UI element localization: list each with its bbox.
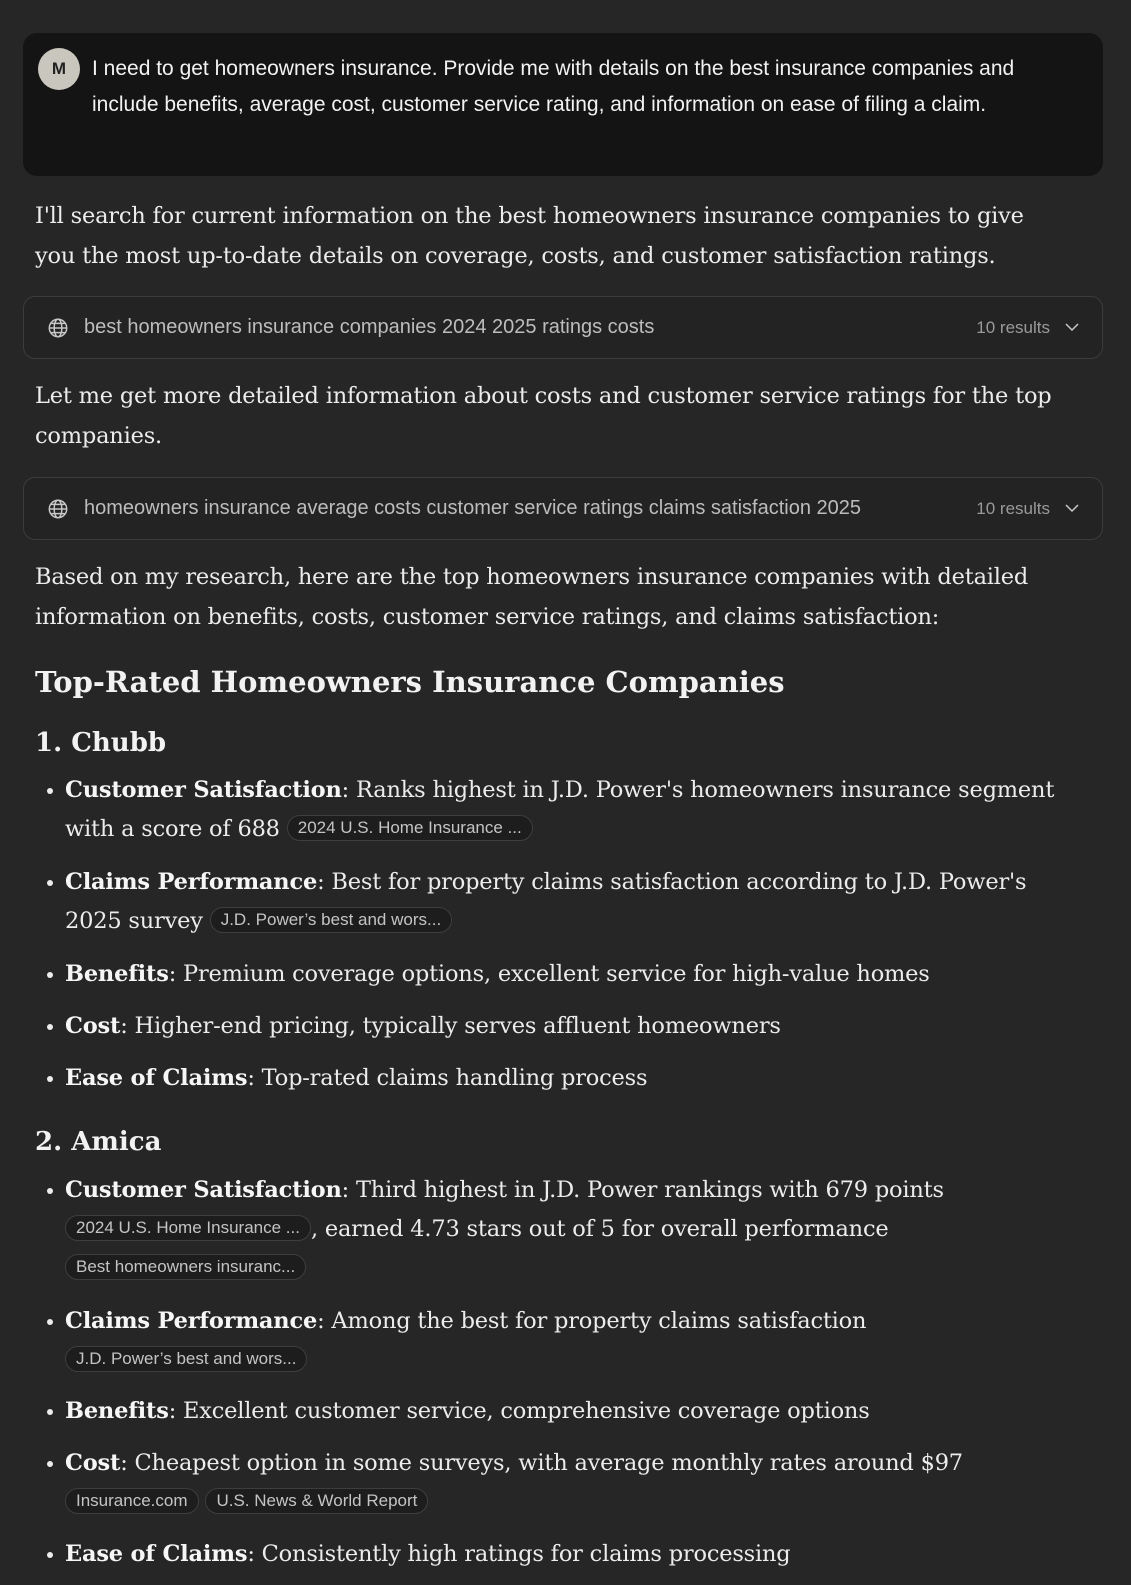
bullet-label: Cost: [65, 1450, 121, 1476]
search-results-count: 10 results: [976, 499, 1050, 518]
avatar[interactable]: M: [38, 48, 80, 90]
bullet-text: : Top-rated claims handling process: [247, 1065, 648, 1091]
list-item: [65, 1007, 1075, 1046]
list-item: [65, 1444, 1075, 1522]
bullet-label: Customer Satisfaction: [65, 777, 342, 803]
list-item: [65, 771, 1075, 849]
citation-chip[interactable]: J.D. Power’s best and wors...: [65, 1346, 307, 1372]
user-message: [23, 33, 1103, 176]
citation-chip[interactable]: J.D. Power’s best and wors...: [210, 907, 452, 933]
bullet-label: Benefits: [65, 1398, 169, 1424]
bullet-text: , earned 4.73 stars out of 5 for overall performance: [310, 1216, 889, 1242]
company-heading-amica: 2. Amica: [35, 1127, 162, 1157]
citation-chip[interactable]: U.S. News & World Report: [205, 1488, 428, 1514]
bullet-label: Claims Performance: [65, 1308, 318, 1334]
bullet-text: : Higher-end pricing, typically serves affluent homeowners: [120, 1013, 781, 1039]
bullet-label: Customer Satisfaction: [65, 1177, 342, 1203]
company-heading-chubb: 1. Chubb: [35, 728, 167, 758]
search-result-card-1[interactable]: [23, 296, 1103, 359]
globe-icon: [47, 498, 69, 520]
bullet-label: Claims Performance: [65, 869, 318, 895]
citation-chip[interactable]: 2024 U.S. Home Insurance ...: [65, 1215, 311, 1241]
bullet-text: : Consistently high ratings for claims processing: [247, 1541, 791, 1567]
assistant-followup: Let me get more detailed information about costs and customer service ratings for the top companies.: [35, 383, 1052, 449]
bullet-text: : Cheapest option in some surveys, with average monthly rates around $97: [120, 1450, 963, 1476]
chevron-down-icon[interactable]: [1064, 319, 1080, 335]
list-item: [65, 1059, 1075, 1098]
bullet-text: : Third highest in J.D. Power rankings with 679 points: [341, 1177, 944, 1203]
bullet-text: : Ranks highest in J.D. Power's homeowners insurance segment with a score of 688: [65, 777, 1055, 842]
bullet-text: : Excellent customer service, comprehensive coverage options: [168, 1398, 870, 1424]
chevron-down-icon[interactable]: [1064, 500, 1080, 516]
bullet-label: Ease of Claims: [65, 1541, 248, 1567]
search-results-count: 10 results: [976, 318, 1050, 337]
bullet-text: : Among the best for property claims satisfaction: [317, 1308, 867, 1334]
citation-chip[interactable]: Best homeowners insuranc...: [65, 1254, 306, 1280]
assistant-intro: I'll search for current information on the best homeowners insurance companies to give you the most up-to-date details on coverage, costs, and customer satisfaction ratings.: [35, 203, 1024, 269]
list-item: [65, 863, 1075, 941]
citation-chip[interactable]: Insurance.com: [65, 1488, 199, 1514]
list-item: [65, 1302, 1075, 1380]
citation-chip[interactable]: 2024 U.S. Home Insurance ...: [287, 815, 533, 841]
bullet-label: Cost: [65, 1013, 121, 1039]
list-item: [65, 1392, 1075, 1431]
section-title: Top-Rated Homeowners Insurance Companies: [35, 665, 785, 699]
bullet-label: Ease of Claims: [65, 1065, 248, 1091]
list-item: [65, 955, 1075, 994]
search-query: homeowners insurance average costs customer service ratings claims satisfaction 2025: [84, 497, 862, 519]
list-item: [65, 1535, 1075, 1574]
bullet-text: : Premium coverage options, excellent service for high-value homes: [168, 961, 930, 987]
globe-icon: [47, 317, 69, 339]
assistant-summary: Based on my research, here are the top homeowners insurance companies with detailed information on benefits, costs, customer service ratings, and claims satisfaction:: [35, 564, 1029, 630]
search-result-card-2[interactable]: [23, 477, 1103, 540]
list-item: [65, 1171, 1075, 1288]
user-message-text: I need to get homeowners insurance. Provide me with details on the best insurance companies and include benefits, average cost, customer service rating, and information on ease of filing a claim.: [92, 57, 1015, 116]
search-query: best homeowners insurance companies 2024 2025 ratings costs: [84, 316, 655, 338]
bullet-label: Benefits: [65, 961, 169, 987]
bullet-text: : Best for property claims satisfaction according to J.D. Power's 2025 survey: [65, 869, 1027, 934]
